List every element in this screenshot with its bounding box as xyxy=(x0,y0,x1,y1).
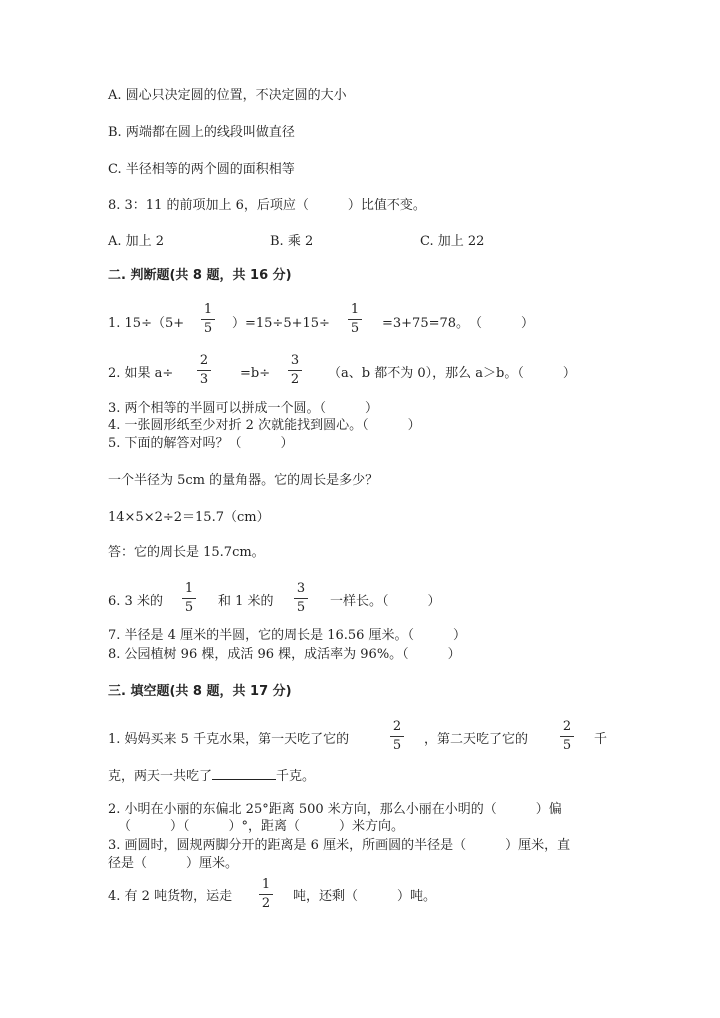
s2-q2-fraction-2 xyxy=(287,354,303,387)
s2-q5-answer: 答：它的周长是 15.7cm。 xyxy=(108,545,265,560)
fraction-bar xyxy=(294,598,308,599)
question-8: 8. 3：11 的前项加上 6，后项应（ ）比值不变。 xyxy=(108,198,426,213)
s3-q2-line-2: （ ）（ ）°，距离（ ）米方向。 xyxy=(118,819,405,834)
s2-q1-fraction-1 xyxy=(200,303,216,336)
numerator: 1 xyxy=(184,581,194,596)
denominator: 5 xyxy=(392,738,402,753)
denominator: 5 xyxy=(562,738,572,753)
denominator: 5 xyxy=(350,321,360,336)
s2-q2-part-a: 2. 如果 a÷ xyxy=(108,366,174,381)
fraction-bar xyxy=(182,598,196,599)
s3-q4-part-a: 4. 有 2 吨货物，运走 xyxy=(108,889,233,904)
s2-q5: 5. 下面的解答对吗？（ ） xyxy=(108,436,294,451)
denominator: 3 xyxy=(199,372,209,387)
s2-q6-part-b: 和 1 米的 xyxy=(218,594,274,609)
s2-q8: 8. 公园植树 96 棵，成活 96 棵，成活率为 96%。（ ） xyxy=(108,647,461,662)
denominator: 5 xyxy=(296,600,306,615)
s2-q6-part-a: 6. 3 米的 xyxy=(108,594,163,609)
fraction-bar xyxy=(560,736,574,737)
denominator: 5 xyxy=(184,600,194,615)
s2-q5-calculation: 14×5×2÷2＝15.7（cm） xyxy=(108,510,270,525)
s2-q1-part-b: ）=15÷5+15÷ xyxy=(232,316,330,331)
fraction-bar xyxy=(201,319,215,320)
s2-q3: 3. 两个相等的半圆可以拼成一个圆。（ ） xyxy=(108,401,379,416)
s3-q1-fraction-2 xyxy=(559,720,575,753)
s3-q1-line-2 xyxy=(108,767,315,785)
s3-q1-part-b: ，第二天吃了它的 xyxy=(424,732,529,747)
s2-q6-part-c: 一样长。（ ） xyxy=(330,594,441,609)
numerator: 1 xyxy=(261,877,271,892)
denominator: 2 xyxy=(290,372,300,387)
fraction-bar xyxy=(197,370,211,371)
numerator: 1 xyxy=(350,302,360,317)
s2-q2-part-c: （a、b 都不为 0），那么 a＞b。（ ） xyxy=(328,366,576,381)
s3-q4-fraction-1 xyxy=(258,878,274,911)
s3-q1-part-c: 千 xyxy=(594,732,608,747)
option-c: C. 半径相等的两个圆的面积相等 xyxy=(108,162,295,177)
q8-option-c: C. 加上 22 xyxy=(420,234,485,249)
q8-option-b: B. 乘 2 xyxy=(270,234,314,249)
section-2-heading: 二. 判断题(共 8 题，共 16 分) xyxy=(108,268,292,283)
s3-q1-part-a: 1. 妈妈买来 5 千克水果，第一天吃了它的 xyxy=(108,732,350,747)
numerator: 1 xyxy=(203,302,213,317)
denominator: 5 xyxy=(203,321,213,336)
numerator: 2 xyxy=(199,353,209,368)
s2-q5-problem: 一个半径为 5cm 的量角器。它的周长是多少？ xyxy=(108,473,379,488)
s3-q1-fraction-1 xyxy=(389,720,405,753)
denominator: 2 xyxy=(261,896,271,911)
s3-q3-line-2: 径是（ ）厘米。 xyxy=(108,856,239,871)
fraction-bar xyxy=(348,319,362,320)
s2-q2-fraction-1 xyxy=(196,354,212,387)
answer-blank[interactable] xyxy=(212,767,276,780)
s2-q6-fraction-1 xyxy=(181,582,197,615)
section-3-heading: 三. 填空题(共 8 题，共 17 分) xyxy=(108,684,292,699)
option-b: B. 两端都在圆上的线段叫做直径 xyxy=(108,125,295,140)
numerator: 3 xyxy=(290,353,300,368)
fraction-bar xyxy=(259,894,273,895)
s2-q2-part-b: =b÷ xyxy=(240,366,271,381)
s3-q2-line-1: 2. 小明在小丽的东偏北 25°距离 500 米方向，那么小丽在小明的（ ）偏 xyxy=(108,802,562,817)
numerator: 3 xyxy=(296,581,306,596)
fraction-bar xyxy=(288,370,302,371)
numerator: 2 xyxy=(392,719,402,734)
q8-option-a: A. 加上 2 xyxy=(108,234,165,249)
s2-q4: 4. 一张圆形纸至少对折 2 次就能找到圆心。（ ） xyxy=(108,418,421,433)
s3-q1-line-2b: 千克。 xyxy=(276,769,316,784)
option-a: A. 圆心只决定圆的位置，不决定圆的大小 xyxy=(108,88,347,103)
s3-q3-line-1: 3. 画圆时，圆规两脚分开的距离是 6 厘米，所画圆的半径是（ ）厘米，直 xyxy=(108,838,571,853)
s2-q7: 7. 半径是 4 厘米的半圆，它的周长是 16.56 厘米。（ ） xyxy=(108,628,467,643)
s2-q1-fraction-2 xyxy=(347,303,363,336)
s3-q1-line-2a: 克，两天一共吃了 xyxy=(108,769,213,784)
s2-q1-part-c: =3+75=78。 （ ） xyxy=(382,316,535,331)
fraction-bar xyxy=(390,736,404,737)
numerator: 2 xyxy=(562,719,572,734)
s2-q1-part-a: 1. 15÷（5+ xyxy=(108,316,185,331)
s3-q4-part-b: 吨，还剩（ ）吨。 xyxy=(293,889,437,904)
s2-q6-fraction-2 xyxy=(293,582,309,615)
